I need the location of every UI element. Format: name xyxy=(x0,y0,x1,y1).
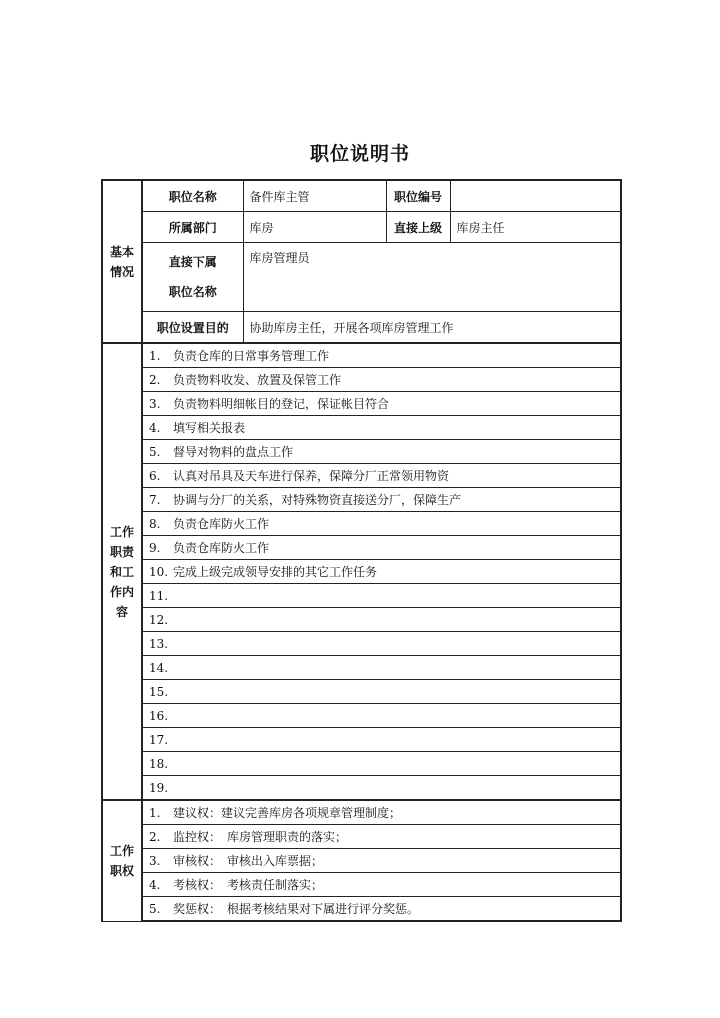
duty-item xyxy=(142,680,621,704)
duty-row xyxy=(102,464,621,488)
duty-item-number: 3. xyxy=(149,397,161,411)
duty-item xyxy=(142,464,621,488)
duty-row xyxy=(102,536,621,560)
subordinate-value: 库房管理员 xyxy=(243,243,621,312)
duty-row xyxy=(102,776,621,801)
duty-item-number: 4. xyxy=(149,421,161,435)
duty-item-text: 负责仓库防火工作 xyxy=(173,541,270,555)
duty-section-label: 工作职责和工作内容 xyxy=(102,343,142,800)
duty-item-number: 6. xyxy=(149,469,161,483)
duty-item-text: 负责仓库防火工作 xyxy=(173,517,270,531)
duty-item-number: 1. xyxy=(149,349,161,363)
authority-row xyxy=(102,849,621,873)
authority-item xyxy=(142,897,621,922)
superior-value: 库房主任 xyxy=(450,212,621,243)
duty-item-text: 负责仓库的日常事务管理工作 xyxy=(173,349,330,363)
duty-row xyxy=(102,392,621,416)
duty-item-number: 18. xyxy=(149,756,169,771)
duty-item-number: 10. xyxy=(149,565,169,579)
department-label: 所属部门 xyxy=(142,212,243,243)
duty-item xyxy=(142,584,621,608)
duty-item-number: 8. xyxy=(149,517,161,531)
authority-item-number: 5. xyxy=(149,902,161,916)
duty-item-number: 14. xyxy=(149,660,169,675)
duty-item-number: 11. xyxy=(149,588,169,603)
authority-item-number: 1. xyxy=(149,806,161,820)
position-no-label: 职位编号 xyxy=(386,180,450,212)
purpose-label: 职位设置目的 xyxy=(142,312,243,344)
authority-item-text: 奖惩权： 根据考核结果对下属进行评分奖惩。 xyxy=(173,902,420,916)
duty-item-number: 7. xyxy=(149,493,161,507)
authority-row xyxy=(102,873,621,897)
duty-item-number: 19. xyxy=(149,780,169,795)
authority-row xyxy=(102,825,621,849)
duty-item xyxy=(142,536,621,560)
subordinate-label xyxy=(142,243,243,312)
authority-item xyxy=(142,825,621,849)
duty-row xyxy=(102,440,621,464)
duty-item-text: 填写相关报表 xyxy=(173,421,246,435)
authority-item xyxy=(142,800,621,825)
authority-row xyxy=(102,800,621,825)
superior-label: 直接上级 xyxy=(386,212,450,243)
authority-item-number: 4. xyxy=(149,878,161,892)
authority-item xyxy=(142,849,621,873)
duty-row xyxy=(102,584,621,608)
subordinate-label-line2: 职位名称 xyxy=(168,285,217,299)
purpose-value: 协助库房主任，开展各项库房管理工作 xyxy=(243,312,621,344)
subordinate-label-line1: 直接下属 xyxy=(168,255,217,269)
duty-row xyxy=(102,608,621,632)
duty-item-number: 9. xyxy=(149,541,161,555)
duty-item xyxy=(142,343,621,368)
duty-item xyxy=(142,368,621,392)
duty-row xyxy=(102,343,621,368)
authority-item xyxy=(142,873,621,897)
duty-item xyxy=(142,608,621,632)
duty-item xyxy=(142,752,621,776)
duty-row xyxy=(102,728,621,752)
duty-item xyxy=(142,416,621,440)
duty-item-number: 2. xyxy=(149,373,161,387)
duty-item-text: 负责物料明细帐目的登记，保证帐目符合 xyxy=(173,397,390,411)
duty-item xyxy=(142,632,621,656)
duty-row xyxy=(102,632,621,656)
duty-item xyxy=(142,656,621,680)
authority-item-number: 3. xyxy=(149,854,161,868)
duty-item-number: 5. xyxy=(149,445,161,459)
duty-item-text: 负责物料收发、放置及保管工作 xyxy=(173,373,342,387)
duty-item xyxy=(142,512,621,536)
position-name-label: 职位名称 xyxy=(142,180,243,212)
duty-item-number: 16. xyxy=(149,708,169,723)
duty-row xyxy=(102,416,621,440)
duty-item-number: 15. xyxy=(149,684,169,699)
authority-item-text: 建议权：建议完善库房各项规章管理制度； xyxy=(173,806,402,820)
authority-item-text: 监控权： 库房管理职责的落实； xyxy=(173,830,348,844)
duty-row xyxy=(102,560,621,584)
basic-section-label: 基本情况 xyxy=(102,180,142,343)
duty-item-number: 13. xyxy=(149,636,169,651)
authority-section xyxy=(102,800,621,921)
duty-item-number: 17. xyxy=(149,732,169,747)
duty-item xyxy=(142,704,621,728)
duty-item xyxy=(142,728,621,752)
authority-item-text: 审核权： 审核出入库票据； xyxy=(173,854,324,868)
duty-item xyxy=(142,560,621,584)
duty-row xyxy=(102,512,621,536)
duty-item-text: 督导对物料的盘点工作 xyxy=(173,445,294,459)
duty-row xyxy=(102,488,621,512)
duty-item xyxy=(142,776,621,801)
authority-row xyxy=(102,897,621,922)
authority-item-number: 2. xyxy=(149,830,161,844)
duty-item-text: 协调与分厂的关系，对特殊物资直接送分厂，保障生产 xyxy=(173,493,462,507)
department-value: 库房 xyxy=(243,212,386,243)
duty-row xyxy=(102,680,621,704)
duty-row xyxy=(102,752,621,776)
duty-item-number: 12. xyxy=(149,612,169,627)
duty-row xyxy=(102,704,621,728)
authority-item-text: 考核权： 考核责任制落实； xyxy=(173,878,324,892)
document-title: 职位说明书 xyxy=(309,143,410,165)
authority-section-label: 工作职权 xyxy=(102,800,142,921)
position-name-value: 备件库主管 xyxy=(243,180,386,212)
duty-row xyxy=(102,656,621,680)
position-no-value xyxy=(450,180,621,212)
duties-section xyxy=(102,343,621,800)
duty-item xyxy=(142,440,621,464)
basic-info-section xyxy=(102,180,621,343)
duty-item-text: 完成上级完成领导安排的其它工作任务 xyxy=(173,565,378,579)
duty-row xyxy=(102,368,621,392)
duty-item-text: 认真对吊具及天车进行保养，保障分厂正常领用物资 xyxy=(173,469,450,483)
duty-item xyxy=(142,488,621,512)
duty-item xyxy=(142,392,621,416)
job-description-table xyxy=(101,179,622,922)
